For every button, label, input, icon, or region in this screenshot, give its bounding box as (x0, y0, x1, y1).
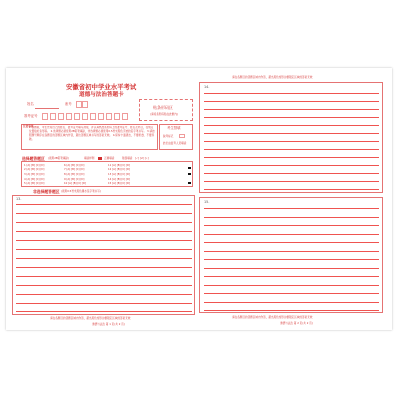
absent-label: 缺考标记 (163, 135, 174, 138)
exam-title: 安徽省初中学业水平考试 (66, 83, 137, 91)
barcode-box (139, 99, 193, 121)
footer-right: 道德与法治 第 2 页(共 2 页) (280, 322, 313, 325)
choice-item[interactable]: 4 [A] [B] [C] [D] (24, 178, 45, 181)
notice-text: 1.答题前，考生先将自己的姓名、准考证号填写清楚，并认真核准条形码上的准考证号、姓名及科目，在规定位置贴好条形码。 2.选择题必须使用2B铅笔填涂，非选择题必须使用0.5毫米黑色字迹的签字笔书写。 3.请按照题号顺序在各题目的答题区域内作答，超出答题区域书写的答案无效。 4.保持卡面清洁，不要折叠、不要弄破。 (29, 126, 155, 141)
warning-text: 请在各题目的答题区域内作答，超出黑色矩形边框限定区域的答案无效 (232, 76, 313, 79)
choice-item[interactable]: 10 [A] [B] [C] [D] (64, 182, 87, 185)
timing-mark (188, 182, 191, 184)
choice-item[interactable]: 8 [A] [B] [C] [D] (64, 173, 85, 176)
fill-example-label: 填涂样例 (84, 157, 95, 160)
id-cell[interactable] (42, 113, 48, 120)
q13-label: 13. (16, 197, 22, 201)
correct-fill-sample (98, 157, 102, 160)
fill-correct: 正确填涂 (104, 157, 115, 160)
id-cell[interactable] (66, 113, 72, 120)
barcode-note: (请将条形码贴在此框内) (150, 113, 178, 116)
id-cell[interactable] (122, 113, 128, 120)
name-line[interactable] (35, 108, 59, 109)
q14-lines (204, 93, 379, 189)
warning-text: 请在各题目的答题区域内作答，超出黑色矩形边框限定区域的答案无效 (232, 316, 313, 319)
timing-mark (188, 167, 191, 169)
q13-lines (16, 204, 192, 312)
status-title: 考生禁填 (167, 126, 181, 130)
choice-box (21, 161, 193, 187)
absent-checkbox[interactable] (179, 134, 185, 138)
timing-mark (188, 173, 191, 175)
subject-title: 道德与法治答题卡 (79, 92, 124, 98)
choice-item[interactable]: 1 [A] [B] [C] [D] (24, 164, 45, 167)
warning-text: 请在各题目的答题区域内作答，超出黑色矩形边框限定区域的答案无效 (50, 317, 131, 320)
seat-cell[interactable] (82, 101, 88, 108)
wrong-fill-sample: [✓] [✗] [•] (135, 157, 149, 160)
id-cell[interactable] (98, 113, 104, 120)
q15-label: 15. (204, 200, 210, 204)
id-cell[interactable] (114, 113, 120, 120)
choice-note: (须用2B铅笔填涂) (48, 157, 70, 160)
footer-left: 道德与法治 第 1 页(共 2 页) (92, 323, 125, 326)
q15-lines (204, 208, 379, 310)
choice-item[interactable]: 15 [A] [B] [C] [D] (108, 182, 131, 185)
choice-item[interactable]: 2 [A] [B] [C] [D] (24, 168, 45, 171)
id-cell[interactable] (106, 113, 112, 120)
barcode-title: 贴条形码区 (153, 105, 173, 110)
choice-item[interactable]: 7 [A] [B] [C] [D] (64, 168, 85, 171)
name-label: 姓名 (27, 102, 34, 106)
choice-item[interactable]: 3 [A] [B] [C] [D] (24, 173, 45, 176)
choice-item[interactable]: 12 [A] [B] [C] [D] (108, 168, 131, 171)
q14-label: 14. (204, 85, 210, 89)
choice-item[interactable]: 5 [A] [B] [C] [D] (24, 182, 45, 185)
choice-item[interactable]: 14 [A] [B] [C] [D] (108, 178, 131, 181)
id-cell[interactable] (58, 113, 64, 120)
seat-cell[interactable] (76, 101, 82, 108)
id-label: 准考证号 (24, 114, 38, 118)
id-cell[interactable] (74, 113, 80, 120)
choice-item[interactable]: 11 [A] [B] [C] [D] (108, 164, 131, 167)
fill-wrong: 错误填涂 (122, 157, 133, 160)
choice-item[interactable]: 6 [A] [B] [C] [D] (64, 164, 85, 167)
choice-item[interactable]: 13 [A] [B] [C] [D] (108, 173, 131, 176)
choice-item[interactable]: 9 [A] [B] [C] [D] (64, 178, 85, 181)
id-cell[interactable] (90, 113, 96, 120)
id-cell[interactable] (82, 113, 88, 120)
nonchoice-note: (须用0.5毫米黑色墨水签字笔书写) (61, 190, 101, 193)
choice-title: 选择题答题区 (22, 156, 45, 161)
notice-title: 注意事项 (23, 125, 34, 128)
absent-note: 此栏由监考人员填涂 (163, 142, 187, 145)
nonchoice-title: 非选择题答题区 (33, 189, 60, 194)
id-cell[interactable] (50, 113, 56, 120)
seat-label: 座号 (65, 102, 72, 106)
